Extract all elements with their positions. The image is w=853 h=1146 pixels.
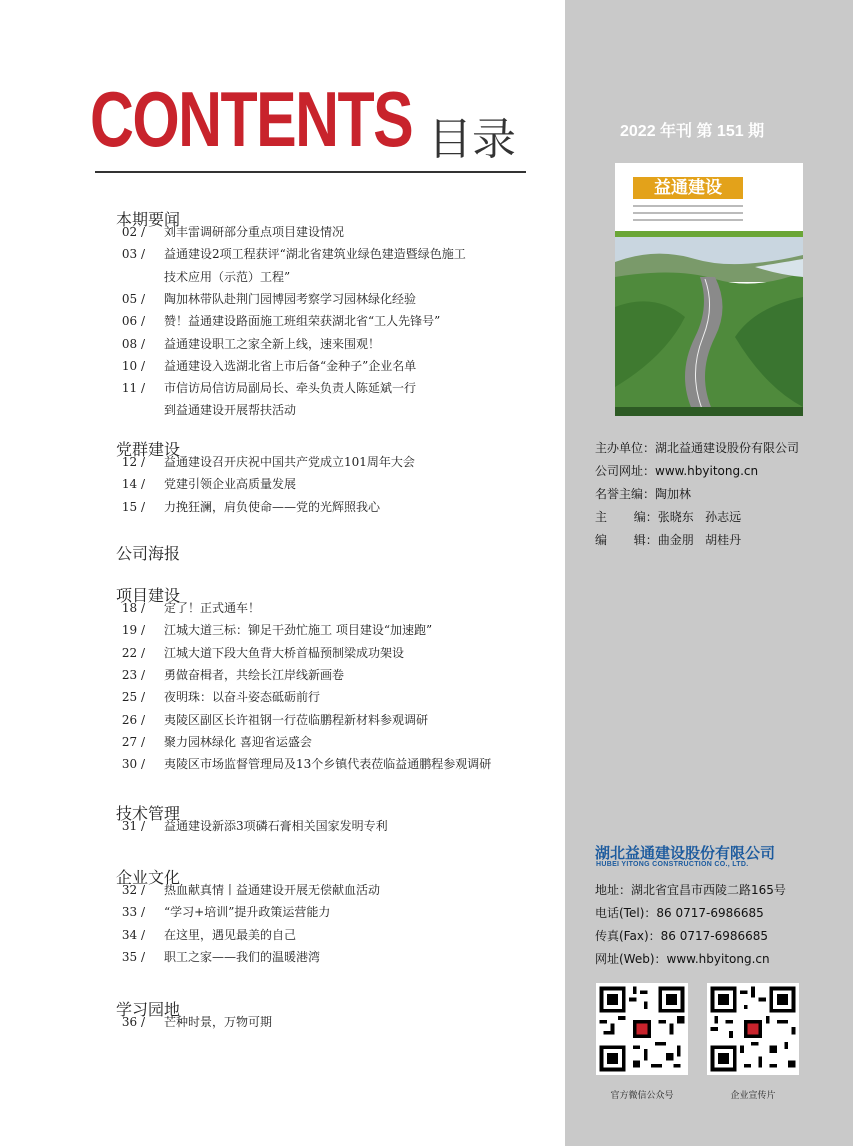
toc-page-number: 14 /: [121, 477, 145, 492]
toc-page-number: 36 /: [121, 1015, 145, 1029]
toc-entry-title: 党建引领企业高质量发展: [164, 477, 297, 492]
toc-entry-title: 在这里，遇见最美的自己: [164, 927, 297, 942]
toc-entry-title: 益通建设职工之家全新上线，速来围观！: [164, 336, 381, 351]
masthead-line: 编 辑：曲金朋 胡桂丹: [595, 533, 742, 547]
toc-entry-title: 江城大道下段大鱼背大桥首榀预制梁成功架设: [164, 645, 405, 660]
toc-page-number: 31 /: [121, 819, 145, 833]
toc-entry[interactable]: [0, 244, 540, 284]
toc-entry[interactable]: [0, 687, 540, 707]
toc-page-number: 03 /: [121, 247, 145, 262]
toc-page-number: 12 /: [121, 455, 145, 469]
section-heading: 党群建设: [116, 440, 181, 459]
section-heading: 项目建设: [116, 586, 181, 605]
toc-page-number: 15 /: [121, 499, 145, 514]
toc-entry-title: 益通建设入选湖北省上市后备“金种子”企业名单: [164, 358, 417, 373]
wechat-qr-code[interactable]: [596, 983, 688, 1075]
toc-entry[interactable]: [0, 732, 540, 752]
toc-page-number: 19 /: [121, 623, 145, 638]
toc-entry[interactable]: [0, 222, 540, 242]
cover-logo: 益通建设: [633, 177, 743, 199]
section-heading: 学习园地: [116, 1000, 181, 1019]
toc-entry-title: 夷陵区市场监督管理局及13个乡镇代表莅临益通鹏程参观调研: [164, 757, 492, 772]
toc-page-number: 27 /: [121, 734, 145, 749]
toc-entry-title: 益通建设召开庆祝中国共产党成立101周年大会: [164, 455, 415, 469]
section-heading: 本期要闻: [116, 210, 181, 229]
contents-title-cn: 目录: [428, 114, 516, 165]
contact-line: 地址：湖北省宜昌市西陵二路165号: [595, 883, 786, 897]
toc-page-number: 33 /: [121, 905, 145, 920]
toc-entry[interactable]: [0, 452, 540, 472]
contact-line: 网址(Web)：www.hbyitong.cn: [595, 952, 770, 966]
toc-entry-title: 江城大道三标：铆足干劲忙施工 项目建设“加速跑”: [164, 623, 433, 638]
toc-entry[interactable]: [0, 902, 540, 922]
toc-entry[interactable]: [0, 378, 540, 418]
toc-entry-title: 陶加林带队赴荆门园博园考察学习园林绿化经验: [164, 291, 417, 306]
promo-video-qr-code[interactable]: [707, 983, 799, 1075]
toc-entry[interactable]: [0, 289, 540, 309]
toc-entry-title: 刘丰雷调研部分重点项目建设情况: [164, 225, 345, 239]
toc-entry[interactable]: [0, 816, 540, 836]
toc-entry[interactable]: [0, 620, 540, 640]
toc-entry-title: 热血献真情丨益通建设开展无偿献血活动: [164, 883, 381, 897]
contact-line: 电话(Tel)：86 0717-6986685: [595, 906, 764, 920]
toc-page-number: 25 /: [121, 690, 145, 705]
toc-page-number: 35 /: [121, 949, 145, 964]
toc-entry[interactable]: [0, 665, 540, 685]
cover-text-lines: [633, 205, 743, 226]
toc-entry[interactable]: [0, 754, 540, 774]
toc-entry-title: 夜明珠：以奋斗姿态砥砺前行: [164, 690, 321, 705]
toc-entry-title: “学习+培训”提升政策运营能力: [164, 905, 331, 920]
toc-entry[interactable]: [0, 598, 540, 618]
toc-entry-title: 夷陵区副区长许祖钢一行莅临鹏程新材料参观调研: [164, 712, 429, 727]
toc-entry-title: 力挽狂澜，肩负使命——党的光辉照我心: [164, 499, 381, 514]
toc-entry-title: 勇做奋楫者，共绘长江岸线新画卷: [164, 667, 345, 682]
toc-entry-title: 技术应用（示范）工程”: [164, 269, 291, 284]
masthead-line: 公司网址：www.hbyitong.cn: [595, 464, 759, 478]
toc-entry[interactable]: [0, 474, 540, 494]
toc-page-number: 26 /: [121, 712, 145, 727]
toc-entry[interactable]: [0, 1012, 540, 1032]
masthead-line: 主 编：张晓东 孙志远: [595, 510, 742, 524]
magazine-cover[interactable]: [615, 163, 803, 416]
toc-page-number: 11 /: [121, 381, 145, 396]
toc-page-number: 10 /: [121, 358, 145, 373]
company-name-en: HUBEI YITONG CONSTRUCTION CO., LTD.: [596, 861, 749, 868]
toc-page-number: 22 /: [121, 645, 145, 660]
toc-entry-title: 芒种时景，万物可期: [164, 1015, 273, 1029]
toc-page-number: 34 /: [121, 927, 145, 942]
toc-entry-title: 职工之家——我们的温暖港湾: [164, 949, 321, 964]
toc-entry[interactable]: [0, 311, 540, 331]
issue-label: 2022 年刊 第 151 期: [620, 123, 765, 140]
toc-page-number: 05 /: [121, 291, 145, 306]
company-name-cn: 湖北益通建设股份有限公司: [595, 844, 776, 862]
section-heading: 技术管理: [116, 804, 181, 823]
toc-page-number: 06 /: [121, 314, 145, 329]
masthead-line: 名誉主编：陶加林: [595, 487, 692, 501]
toc-entry[interactable]: [0, 497, 540, 517]
toc-entry-title: 益通建设新添3项磷石膏相关国家发明专利: [164, 819, 388, 833]
section-heading: 企业文化: [116, 868, 181, 887]
masthead-line: 主办单位：湖北益通建设股份有限公司: [595, 441, 800, 455]
toc-page-number: 30 /: [121, 757, 145, 772]
toc-entry[interactable]: [0, 710, 540, 730]
toc-page-number: 23 /: [121, 667, 145, 682]
toc-page-number: 02 /: [121, 225, 145, 239]
toc-entry[interactable]: [0, 947, 540, 967]
toc-page-number: 18 /: [121, 601, 145, 615]
toc-entry-title: 聚力园林绿化 喜迎省运盛会: [164, 734, 312, 749]
toc-entry-title: 定了！正式通车！: [164, 601, 261, 615]
contents-title-en: CONTENTS: [90, 75, 413, 163]
toc-entry-title: 市信访局信访局副局长、牵头负责人陈延斌一行: [164, 381, 417, 396]
cover-highway-photo: [615, 237, 803, 416]
toc-entry[interactable]: [0, 334, 540, 354]
toc-entry[interactable]: [0, 643, 540, 663]
toc-page-number: 32 /: [121, 883, 145, 897]
toc-entry[interactable]: [0, 356, 540, 376]
toc-entry-title: 益通建设2项工程获评“湖北省建筑业绿色建造暨绿色施工: [164, 247, 466, 262]
toc-entry-title: 到益通建设开展帮扶活动: [164, 403, 297, 418]
wechat-qr-label: 官方微信公众号: [610, 1091, 674, 1101]
toc-entry-title: 赞！益通建设路面施工班组荣获湖北省“工人先锋号”: [164, 314, 441, 329]
toc-page-number: 08 /: [121, 336, 145, 351]
title-divider: [95, 171, 526, 173]
toc-entry[interactable]: [0, 925, 540, 945]
toc-entry[interactable]: [0, 880, 540, 900]
section-heading: 公司海报: [116, 544, 181, 563]
promo-video-qr-label: 企业宣传片: [730, 1091, 776, 1101]
contact-line: 传真(Fax)：86 0717-6986685: [595, 929, 769, 943]
